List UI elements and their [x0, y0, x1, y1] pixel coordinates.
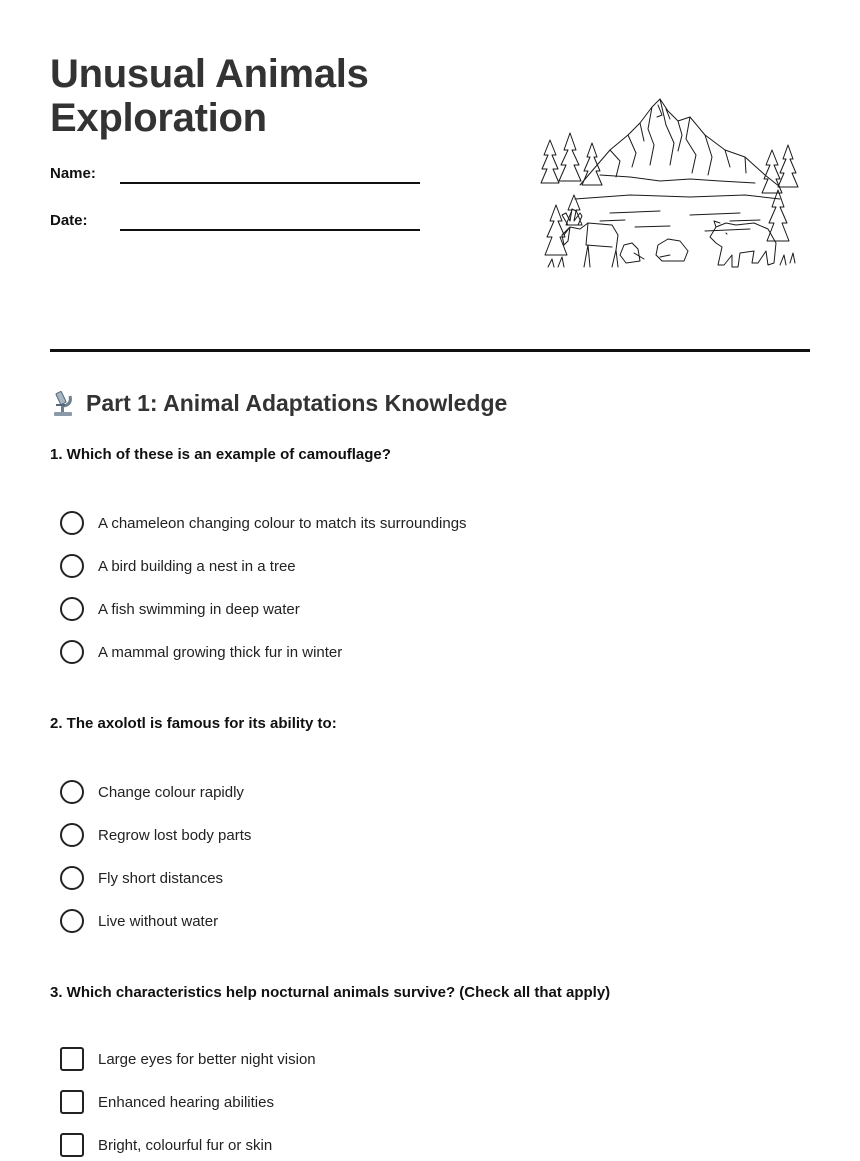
q3-option-b[interactable] — [60, 1089, 274, 1115]
mountain-lake-wildlife-illustration — [540, 95, 800, 275]
question-2: 2. The axolotl is famous for its ability to: — [50, 715, 337, 732]
radio-button[interactable] — [60, 780, 84, 804]
worksheet-header — [50, 52, 470, 229]
date-label: Date: — [50, 212, 88, 229]
q3-option-c[interactable] — [60, 1132, 272, 1158]
radio-button[interactable] — [60, 823, 84, 847]
q1-option-c[interactable] — [60, 596, 300, 622]
name-label: Name: — [50, 165, 96, 182]
checkbox[interactable] — [60, 1090, 84, 1114]
q2-option-c[interactable] — [60, 865, 223, 891]
checkbox[interactable] — [60, 1047, 84, 1071]
option-label: A mammal growing thick fur in winter — [98, 643, 343, 661]
option-label: Large eyes for better night vision — [98, 1050, 316, 1068]
section-heading-part-1 — [50, 388, 507, 418]
option-label: Change colour rapidly — [98, 783, 244, 801]
microscope-icon — [50, 388, 76, 418]
option-label: A bird building a nest in a tree — [98, 557, 296, 575]
date-field[interactable] — [50, 212, 420, 244]
option-label: Regrow lost body parts — [98, 826, 252, 844]
section-heading-text: Part 1: Animal Adaptations Knowledge — [86, 389, 508, 416]
q1-option-b[interactable] — [60, 553, 296, 579]
option-label: Live without water — [98, 912, 219, 930]
radio-button[interactable] — [60, 511, 84, 535]
radio-button[interactable] — [60, 640, 84, 664]
option-label: Bright, colourful fur or skin — [98, 1136, 273, 1154]
section-divider — [50, 349, 810, 352]
option-label: Fly short distances — [98, 869, 224, 887]
radio-button[interactable] — [60, 554, 84, 578]
date-line[interactable] — [120, 229, 420, 231]
radio-button[interactable] — [60, 597, 84, 621]
page-title — [50, 52, 470, 140]
radio-button[interactable] — [60, 866, 84, 890]
q2-option-b[interactable] — [60, 822, 251, 848]
option-label: A chameleon changing colour to match its surroundings — [98, 514, 467, 532]
title-line-2: Exploration — [50, 96, 267, 140]
name-line[interactable] — [120, 182, 420, 184]
q2-option-d[interactable] — [60, 908, 218, 934]
q1-option-a[interactable] — [60, 510, 467, 536]
q1-option-d[interactable] — [60, 639, 342, 665]
q3-option-a[interactable] — [60, 1046, 316, 1072]
radio-button[interactable] — [60, 909, 84, 933]
question-3: 3. Which characteristics help nocturnal animals survive? (Check all that apply) — [50, 984, 611, 1001]
option-label: Enhanced hearing abilities — [98, 1093, 274, 1111]
name-field[interactable] — [50, 165, 420, 197]
q2-option-a[interactable] — [60, 779, 244, 805]
question-1: 1. Which of these is an example of camouflage? — [50, 446, 391, 463]
checkbox[interactable] — [60, 1133, 84, 1157]
title-line-1: Unusual Animals — [50, 52, 369, 96]
option-label: A fish swimming in deep water — [98, 600, 300, 618]
